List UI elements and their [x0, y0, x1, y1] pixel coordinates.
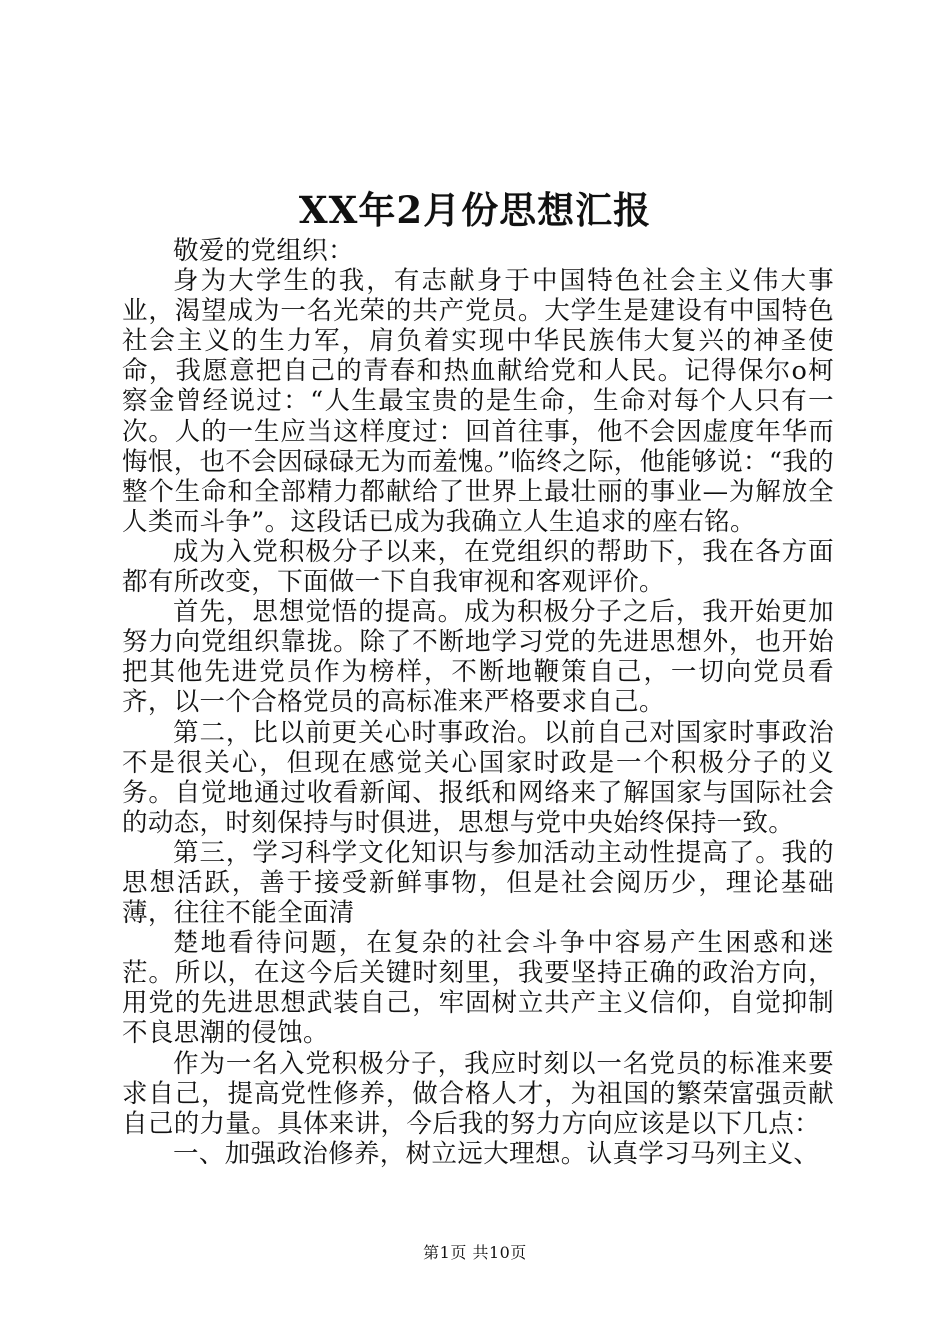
paragraph-1: 身为大学生的我，有志献身于中国特色社会主义伟大事业，渴望成为一名光荣的共产党员。大学生是建设有中国特色社会主义的生力军，肩负着实现中华民族伟大复兴的神圣使命，我愿意把自己的青春和热血献给党和人民。记得保尔o柯察金曾经说过：“人生最宝贵的是生命，生命对每个人只有一次。人的一生应当这样度过：回首往事，他不会因虚度年华而悔恨，也不会因碌碌无为而羞愧。”临终之际，他能够说：“我的整个生命和全部精力都献给了世界上最壮丽的事业—为解放全人类而斗争”。这段话已成为我确立人生追求的座右铭。 — [122, 266, 834, 537]
paragraph-7: 作为一名入党积极分子，我应时刻以一名党员的标准来要求自己，提高党性修养，做合格人才，为祖国的繁荣富强贡献自己的力量。具体来讲，今后我的努力方向应该是以下几点： — [122, 1048, 834, 1139]
document-body — [122, 236, 834, 1169]
paragraph-6: 楚地看待问题，在复杂的社会斗争中容易产生困惑和迷茫。所以，在这今后关键时刻里，我要坚持正确的政治方向，用党的先进思想武装自己，牢固树立共产主义信仰，自觉抑制不良思潮的侵蚀。 — [122, 928, 834, 1049]
salutation: 敬爱的党组织： — [173, 236, 354, 266]
paragraph-3: 首先，思想觉悟的提高。成为积极分子之后，我开始更加努力向党组织靠拢。除了不断地学习党的先进思想外，也开始把其他先进党员作为榜样，不断地鞭策自己，一切向党员看齐，以一个合格党员的高标准来严格要求自己。 — [122, 597, 834, 718]
paragraph-8: 一、加强政治修养，树立远大理想。认真学习马列主义、 — [173, 1138, 820, 1169]
page-footer: 第1页 共10页 — [423, 1243, 527, 1262]
paragraph-2: 成为入党积极分子以来，在党组织的帮助下，我在各方面都有所改变，下面做一下自我审视和客观评价。 — [122, 536, 834, 598]
page-title: XX年2月份思想汇报 — [298, 188, 652, 232]
paragraph-4: 第二，比以前更关心时事政治。以前自己对国家时事政治不是很关心，但现在感觉关心国家时政是一个积极分子的义务。自觉地通过收看新闻、报纸和网络来了解国家与国际社会的动态，时刻保持与时俱进，思想与党中央始终保持一致。 — [122, 717, 834, 838]
paragraph-5: 第三，学习科学文化知识与参加活动主动性提高了。我的思想活跃，善于接受新鲜事物，但是社会阅历少，理论基础薄，往往不能全面清 — [122, 837, 834, 929]
